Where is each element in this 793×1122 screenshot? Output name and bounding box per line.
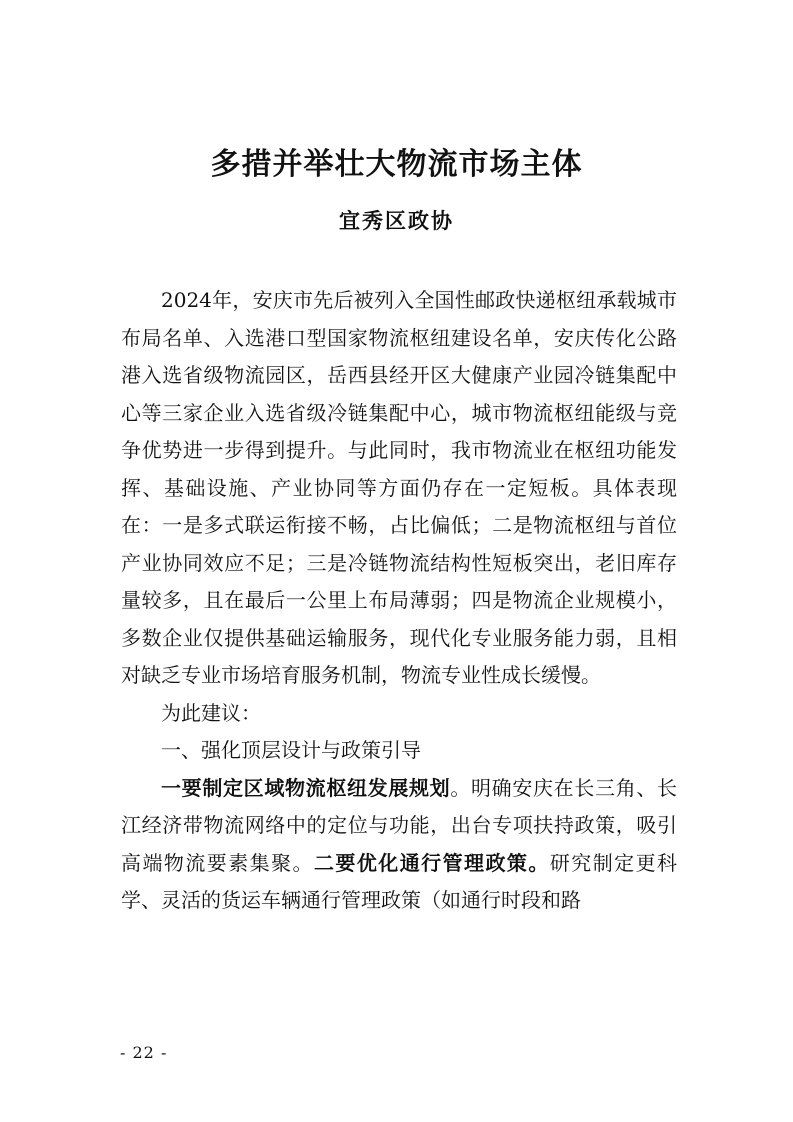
bold-lead-phrase: 一要制定区域物流枢纽发展规划	[161, 775, 451, 800]
paragraph-text: 。明确安庆在长三角、长江经济带物流网络中的定位与功能，出台专项扶持政策，吸引高端物流要素集聚。	[121, 775, 678, 875]
paragraph-suggestion-detail	[121, 770, 677, 920]
section-heading: 一、强化顶层设计与政策引导	[161, 738, 421, 762]
document-author: 宜秀区政协	[339, 208, 454, 233]
paragraph-suggestion-intro: 为此建议：	[161, 700, 261, 725]
document-body	[121, 282, 677, 920]
bold-lead-phrase: 二要优化通行管理政策。	[313, 850, 550, 875]
document-title: 多措并举壮大物流市场主体	[210, 147, 583, 182]
page-number: - 22 -	[120, 1043, 168, 1062]
paragraph-text: 研究制定更科学、灵活的货运车辆通行管理政策（如通行时段和路	[121, 850, 678, 912]
paragraph-background: 2024年，安庆市先后被列入全国性邮政快递枢纽承载城市布局名单、入选港口型国家物流枢纽建设名单，安庆传化公路港入选省级物流园区，岳西县经开区大健康产业园冷链集配中心等三家企业入选省级冷链集配中心，城市物流枢纽能级与竞争优势进一步得到提升。与此同时，我市物流业在枢纽功能发挥、基础设施、产业协同等方面仍存在一定短板。具体表现在：一是多式联运衔接不畅，占比偏低；二是物流枢纽与首位产业协同效应不足；三是冷链物流结构性短板突出，老旧库存量较多，且在最后一公里上布局薄弱；四是物流企业规模小，多数企业仅提供基础运输服务，现代化专业服务能力弱，且相对缺乏专业市场培育服务机制，物流专业性成长缓慢。	[121, 288, 677, 687]
